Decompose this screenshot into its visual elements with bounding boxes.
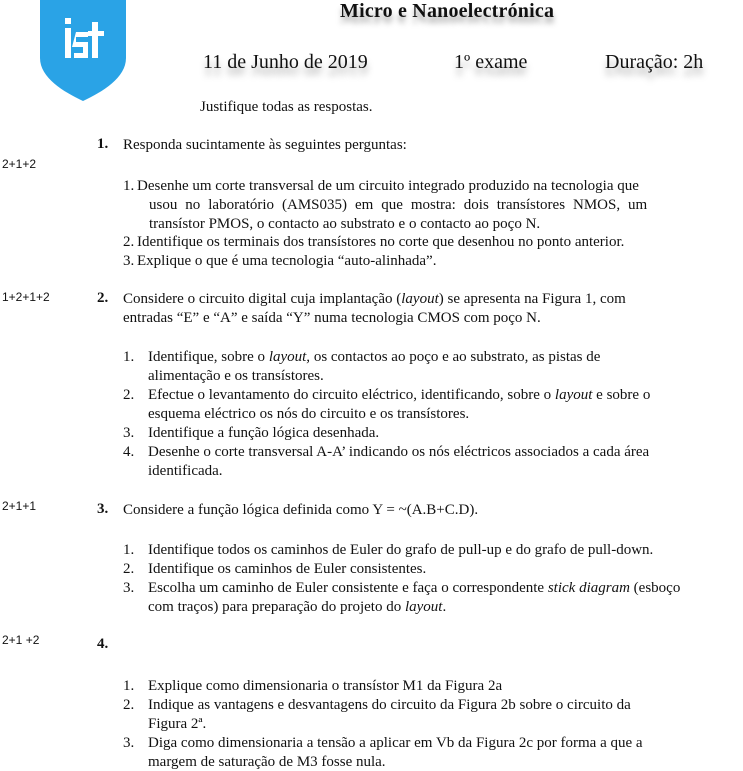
q3-item-3-1a: Escolha um caminho de Euler consistente e faça o correspondente: [148, 580, 548, 596]
q2-item-4-line1: Desenhe o corte transversal A-A’ indicando os nós eléctricos associados a cada área: [148, 444, 650, 460]
exam-title: Micro e Nanoelectrónica: [340, 0, 555, 22]
q1-item-2-num: 2.: [123, 234, 135, 250]
q2-item-2-line2: esquema eléctrico os nós do circuito e os transístores.: [148, 406, 470, 422]
instruction-text: Justifique todas as respostas.: [200, 99, 373, 115]
ist-logo: [40, 0, 126, 101]
q1-items: [123, 177, 718, 267]
q2-text-1b: ) se apresenta na Figura 1, com: [438, 291, 626, 307]
exam-duration: Duração: 2h: [605, 51, 704, 73]
q4-item-3-line2: margem de saturação de M3 fosse nula.: [148, 754, 386, 770]
q3-item-1-num: 1.: [123, 542, 135, 558]
q3-item-1-text: Identifique todos os caminhos de Euler do grafo de pull-up e do grafo de pull-down.: [148, 542, 654, 558]
q3-item-3-2i: layout: [404, 599, 443, 615]
q2-item-2-num: 2.: [123, 387, 135, 403]
q3-item-2-text: Identifique os caminhos de Euler consistentes.: [148, 561, 427, 577]
q1-item-1-line3: transístor PMOS, o contacto ao substrato e o contacto ao poço N.: [149, 216, 541, 232]
q3-items: [123, 541, 741, 621]
q4-item-2-line2: Figura 2ª.: [148, 716, 207, 732]
q2-text-1i: layout: [401, 291, 439, 307]
q2-item-1-1i: layout,: [268, 349, 311, 365]
q2-item-3-text: Identifique a função lógica desenhada.: [148, 425, 380, 441]
q1-item-1-line1: Desenhe um corte transversal de um circuito integrado produzido na tecnologia que: [137, 178, 639, 194]
q3-score: 2+1+1: [2, 499, 37, 513]
q2-item-4-num: 4.: [123, 444, 135, 460]
q2-item-1-1b: os contactos ao poço e ao substrato, as pistas de: [310, 349, 601, 365]
q1-item-3-text: Explique o que é uma tecnologia “auto-alinhada”.: [137, 253, 437, 269]
q1-item-1-num: 1.: [123, 178, 135, 194]
q3-item-3-2b: .: [442, 599, 447, 615]
q4-items: [123, 677, 718, 769]
q2-text-1a: Considere o circuito digital cuja implantação (: [123, 291, 402, 307]
q3-number: 3.: [97, 501, 109, 517]
q4-item-1-num: 1.: [123, 678, 135, 694]
q1-item-1-line2: usou no laboratório (AMS035) em que mostra: dois transístores NMOS, um: [149, 197, 648, 213]
q4-item-3-num: 3.: [123, 735, 135, 751]
q2-text-line2: entradas “E” e “A” e saída “Y” numa tecnologia CMOS com poço N.: [123, 310, 541, 326]
q2-item-4-line2: identificada.: [148, 463, 223, 479]
q3-item-2-num: 2.: [123, 561, 135, 577]
q3-item-3-1i: stick diagram: [547, 580, 630, 596]
q4-item-2-num: 2.: [123, 697, 135, 713]
q2-item-1-num: 1.: [123, 349, 135, 365]
q1-item-2-text: Identifique os terminais dos transístores no corte que desenhou no ponto anterior.: [137, 234, 625, 250]
q3-item-3-line2: [148, 598, 446, 616]
q4-number: 4.: [97, 636, 109, 652]
q4-item-1-text: Explique como dimensionaria o transístor M1 da Figura 2a: [148, 678, 503, 694]
q2-item-2-1a: Efectue o levantamento do circuito eléctrico, identificando, sobre o: [148, 387, 555, 403]
q2-item-1-1a: Identifique, sobre o: [148, 349, 269, 365]
q2-items: [123, 348, 718, 483]
q2-item-2-1i: layout: [554, 387, 593, 403]
q3-item-3-line1: [148, 579, 680, 597]
q2-item-1-line1: [148, 348, 600, 366]
q2-score: 1+2+1+2: [2, 290, 50, 304]
exam-number: 1º exame: [454, 51, 528, 73]
q2-text-line1: [123, 290, 626, 308]
q4-item-2-line1: Indique as vantagens e desvantagens do circuito da Figura 2b sobre o circuito da: [148, 697, 631, 713]
q2-item-3-num: 3.: [123, 425, 135, 441]
q4-score: 2+1 +2: [2, 633, 40, 647]
q3-item-3-2a: com traços) para preparação do projeto do: [148, 599, 405, 615]
q1-score: 2+1+2: [2, 157, 37, 171]
q3-item-3-1b: (esboço: [629, 580, 681, 596]
q2-number: 2.: [97, 290, 109, 306]
q2-item-2-line1: [148, 386, 650, 404]
q1-item-3-num: 3.: [123, 253, 135, 269]
exam-date: 11 de Junho de 2019: [203, 51, 368, 73]
q1-text: Responda sucintamente às seguintes perguntas:: [123, 137, 407, 153]
q3-text: Considere a função lógica definida como Y = ~(A.B+C.D).: [123, 502, 479, 518]
q2-item-1-line2: alimentação e os transístores.: [148, 368, 324, 384]
q1-number: 1.: [97, 136, 109, 152]
q4-item-3-line1: Diga como dimensionaria a tensão a aplicar em Vb da Figura 2c por forma a que a: [148, 735, 643, 751]
q2-item-2-1b: e sobre o: [592, 387, 651, 403]
q3-item-3-num: 3.: [123, 580, 135, 596]
